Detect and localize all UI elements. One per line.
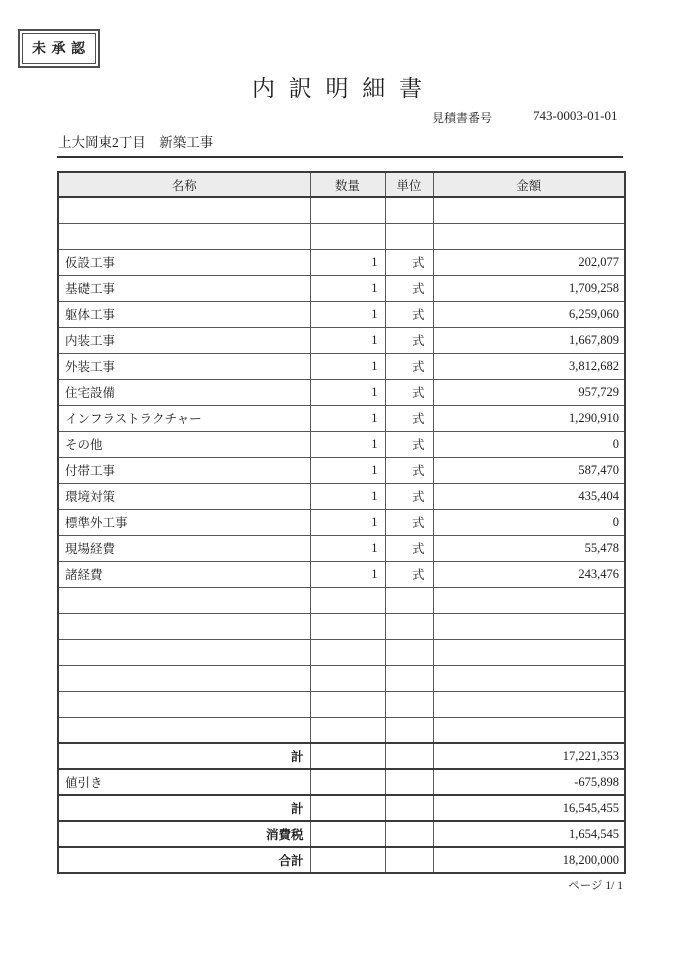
cell-unit [385, 743, 433, 769]
summary-row [58, 743, 625, 769]
cell-quantity [310, 223, 385, 249]
cell-amount: 957,729 [433, 379, 625, 405]
cell-quantity [310, 639, 385, 665]
cell-quantity: 1 [310, 405, 385, 431]
cell-amount: 202,077 [433, 249, 625, 275]
cell-amount: 435,404 [433, 483, 625, 509]
page-title: 内 訳 明 細 書 [252, 76, 426, 101]
cell-name: 基礎工事 [58, 275, 310, 301]
cell-unit: 式 [385, 327, 433, 353]
summary-amount: -675,898 [433, 769, 625, 795]
cell-unit [385, 223, 433, 249]
cell-quantity: 1 [310, 275, 385, 301]
cell-unit [385, 665, 433, 691]
cell-amount: 55,478 [433, 535, 625, 561]
table-row [58, 483, 625, 509]
empty-row [58, 665, 625, 691]
quote-number-value: 743-0003-01-01 [533, 108, 618, 123]
table-row [58, 509, 625, 535]
cell-amount: 6,259,060 [433, 301, 625, 327]
cell-unit: 式 [385, 379, 433, 405]
detail-table-wrap [57, 171, 624, 893]
cell-amount [433, 587, 625, 613]
cell-name: 外装工事 [58, 353, 310, 379]
cell-name: 標準外工事 [58, 509, 310, 535]
cell-unit [385, 639, 433, 665]
cell-amount [433, 639, 625, 665]
cell-unit: 式 [385, 535, 433, 561]
cell-unit: 式 [385, 249, 433, 275]
cell-name: その他 [58, 431, 310, 457]
cell-unit: 式 [385, 509, 433, 535]
cell-name: 住宅設備 [58, 379, 310, 405]
cell-name [58, 665, 310, 691]
cell-quantity [310, 717, 385, 743]
cell-unit [385, 847, 433, 873]
cell-quantity: 1 [310, 379, 385, 405]
empty-row [58, 691, 625, 717]
cell-quantity [310, 691, 385, 717]
cell-quantity: 1 [310, 561, 385, 587]
summary-row [58, 847, 625, 873]
cell-unit [385, 197, 433, 223]
cell-unit [385, 821, 433, 847]
table-row [58, 535, 625, 561]
empty-row [58, 197, 625, 223]
cell-name: 仮設工事 [58, 249, 310, 275]
cell-quantity [310, 743, 385, 769]
table-row [58, 327, 625, 353]
cell-unit [385, 717, 433, 743]
cell-name [58, 613, 310, 639]
cell-name [58, 223, 310, 249]
cell-amount: 243,476 [433, 561, 625, 587]
summary-amount: 18,200,000 [433, 847, 625, 873]
header-unit: 単位 [385, 172, 433, 197]
cell-quantity [310, 613, 385, 639]
cell-unit [385, 769, 433, 795]
summary-label: 計 [58, 795, 310, 821]
cell-amount: 1,667,809 [433, 327, 625, 353]
table-header-row [58, 172, 625, 197]
cell-name: 内装工事 [58, 327, 310, 353]
empty-row [58, 587, 625, 613]
detail-table [57, 171, 626, 874]
approval-stamp-label: 未 承 認 [22, 33, 96, 64]
table-row [58, 431, 625, 457]
cell-quantity: 1 [310, 509, 385, 535]
cell-name [58, 587, 310, 613]
cell-name: 現場経費 [58, 535, 310, 561]
approval-stamp [18, 29, 100, 68]
table-row [58, 353, 625, 379]
cell-quantity [310, 197, 385, 223]
summary-label: 値引き [58, 769, 310, 795]
empty-row [58, 613, 625, 639]
cell-unit: 式 [385, 431, 433, 457]
table-row [58, 379, 625, 405]
cell-name [58, 691, 310, 717]
cell-quantity [310, 665, 385, 691]
cell-amount [433, 691, 625, 717]
table-row [58, 405, 625, 431]
cell-quantity: 1 [310, 457, 385, 483]
cell-unit [385, 795, 433, 821]
header-amount: 金額 [433, 172, 625, 197]
cell-quantity: 1 [310, 535, 385, 561]
empty-row [58, 223, 625, 249]
cell-unit: 式 [385, 561, 433, 587]
cell-unit: 式 [385, 457, 433, 483]
summary-row [58, 821, 625, 847]
page-indicator: ページ 1/ 1 [568, 880, 623, 892]
cell-unit [385, 587, 433, 613]
cell-amount: 1,709,258 [433, 275, 625, 301]
cell-name: 躯体工事 [58, 301, 310, 327]
cell-quantity [310, 795, 385, 821]
cell-amount [433, 223, 625, 249]
cell-quantity: 1 [310, 353, 385, 379]
summary-row [58, 795, 625, 821]
cell-name: 付帯工事 [58, 457, 310, 483]
cell-amount: 587,470 [433, 457, 625, 483]
summary-label: 計 [58, 743, 310, 769]
table-row [58, 249, 625, 275]
table-row [58, 301, 625, 327]
cell-name [58, 639, 310, 665]
cell-quantity [310, 821, 385, 847]
cell-unit: 式 [385, 301, 433, 327]
summary-label: 合計 [58, 847, 310, 873]
cell-unit: 式 [385, 483, 433, 509]
summary-row [58, 769, 625, 795]
cell-quantity: 1 [310, 483, 385, 509]
summary-amount: 17,221,353 [433, 743, 625, 769]
cell-unit: 式 [385, 275, 433, 301]
header-name: 名称 [58, 172, 310, 197]
project-name: 上大岡東2丁目 新築工事 [57, 131, 623, 158]
table-row [58, 561, 625, 587]
summary-amount: 16,545,455 [433, 795, 625, 821]
cell-amount [433, 613, 625, 639]
cell-unit: 式 [385, 353, 433, 379]
cell-unit [385, 691, 433, 717]
table-row [58, 457, 625, 483]
cell-amount: 0 [433, 509, 625, 535]
cell-amount [433, 665, 625, 691]
summary-amount: 1,654,545 [433, 821, 625, 847]
cell-name: インフラストラクチャー [58, 405, 310, 431]
cell-quantity [310, 847, 385, 873]
cell-name: 環境対策 [58, 483, 310, 509]
empty-row [58, 639, 625, 665]
cell-quantity: 1 [310, 327, 385, 353]
cell-name [58, 197, 310, 223]
cell-quantity: 1 [310, 301, 385, 327]
cell-amount: 0 [433, 431, 625, 457]
cell-name: 諸経費 [58, 561, 310, 587]
cell-quantity [310, 769, 385, 795]
cell-quantity [310, 587, 385, 613]
cell-name [58, 717, 310, 743]
cell-unit [385, 613, 433, 639]
cell-amount [433, 717, 625, 743]
cell-amount: 3,812,682 [433, 353, 625, 379]
table-row [58, 275, 625, 301]
cell-unit: 式 [385, 405, 433, 431]
empty-row [58, 717, 625, 743]
cell-quantity: 1 [310, 249, 385, 275]
cell-amount: 1,290,910 [433, 405, 625, 431]
cell-amount [433, 197, 625, 223]
cell-quantity: 1 [310, 431, 385, 457]
header-quantity: 数量 [310, 172, 385, 197]
summary-label: 消費税 [58, 821, 310, 847]
quote-number-label: 見積書番号 [432, 111, 493, 125]
